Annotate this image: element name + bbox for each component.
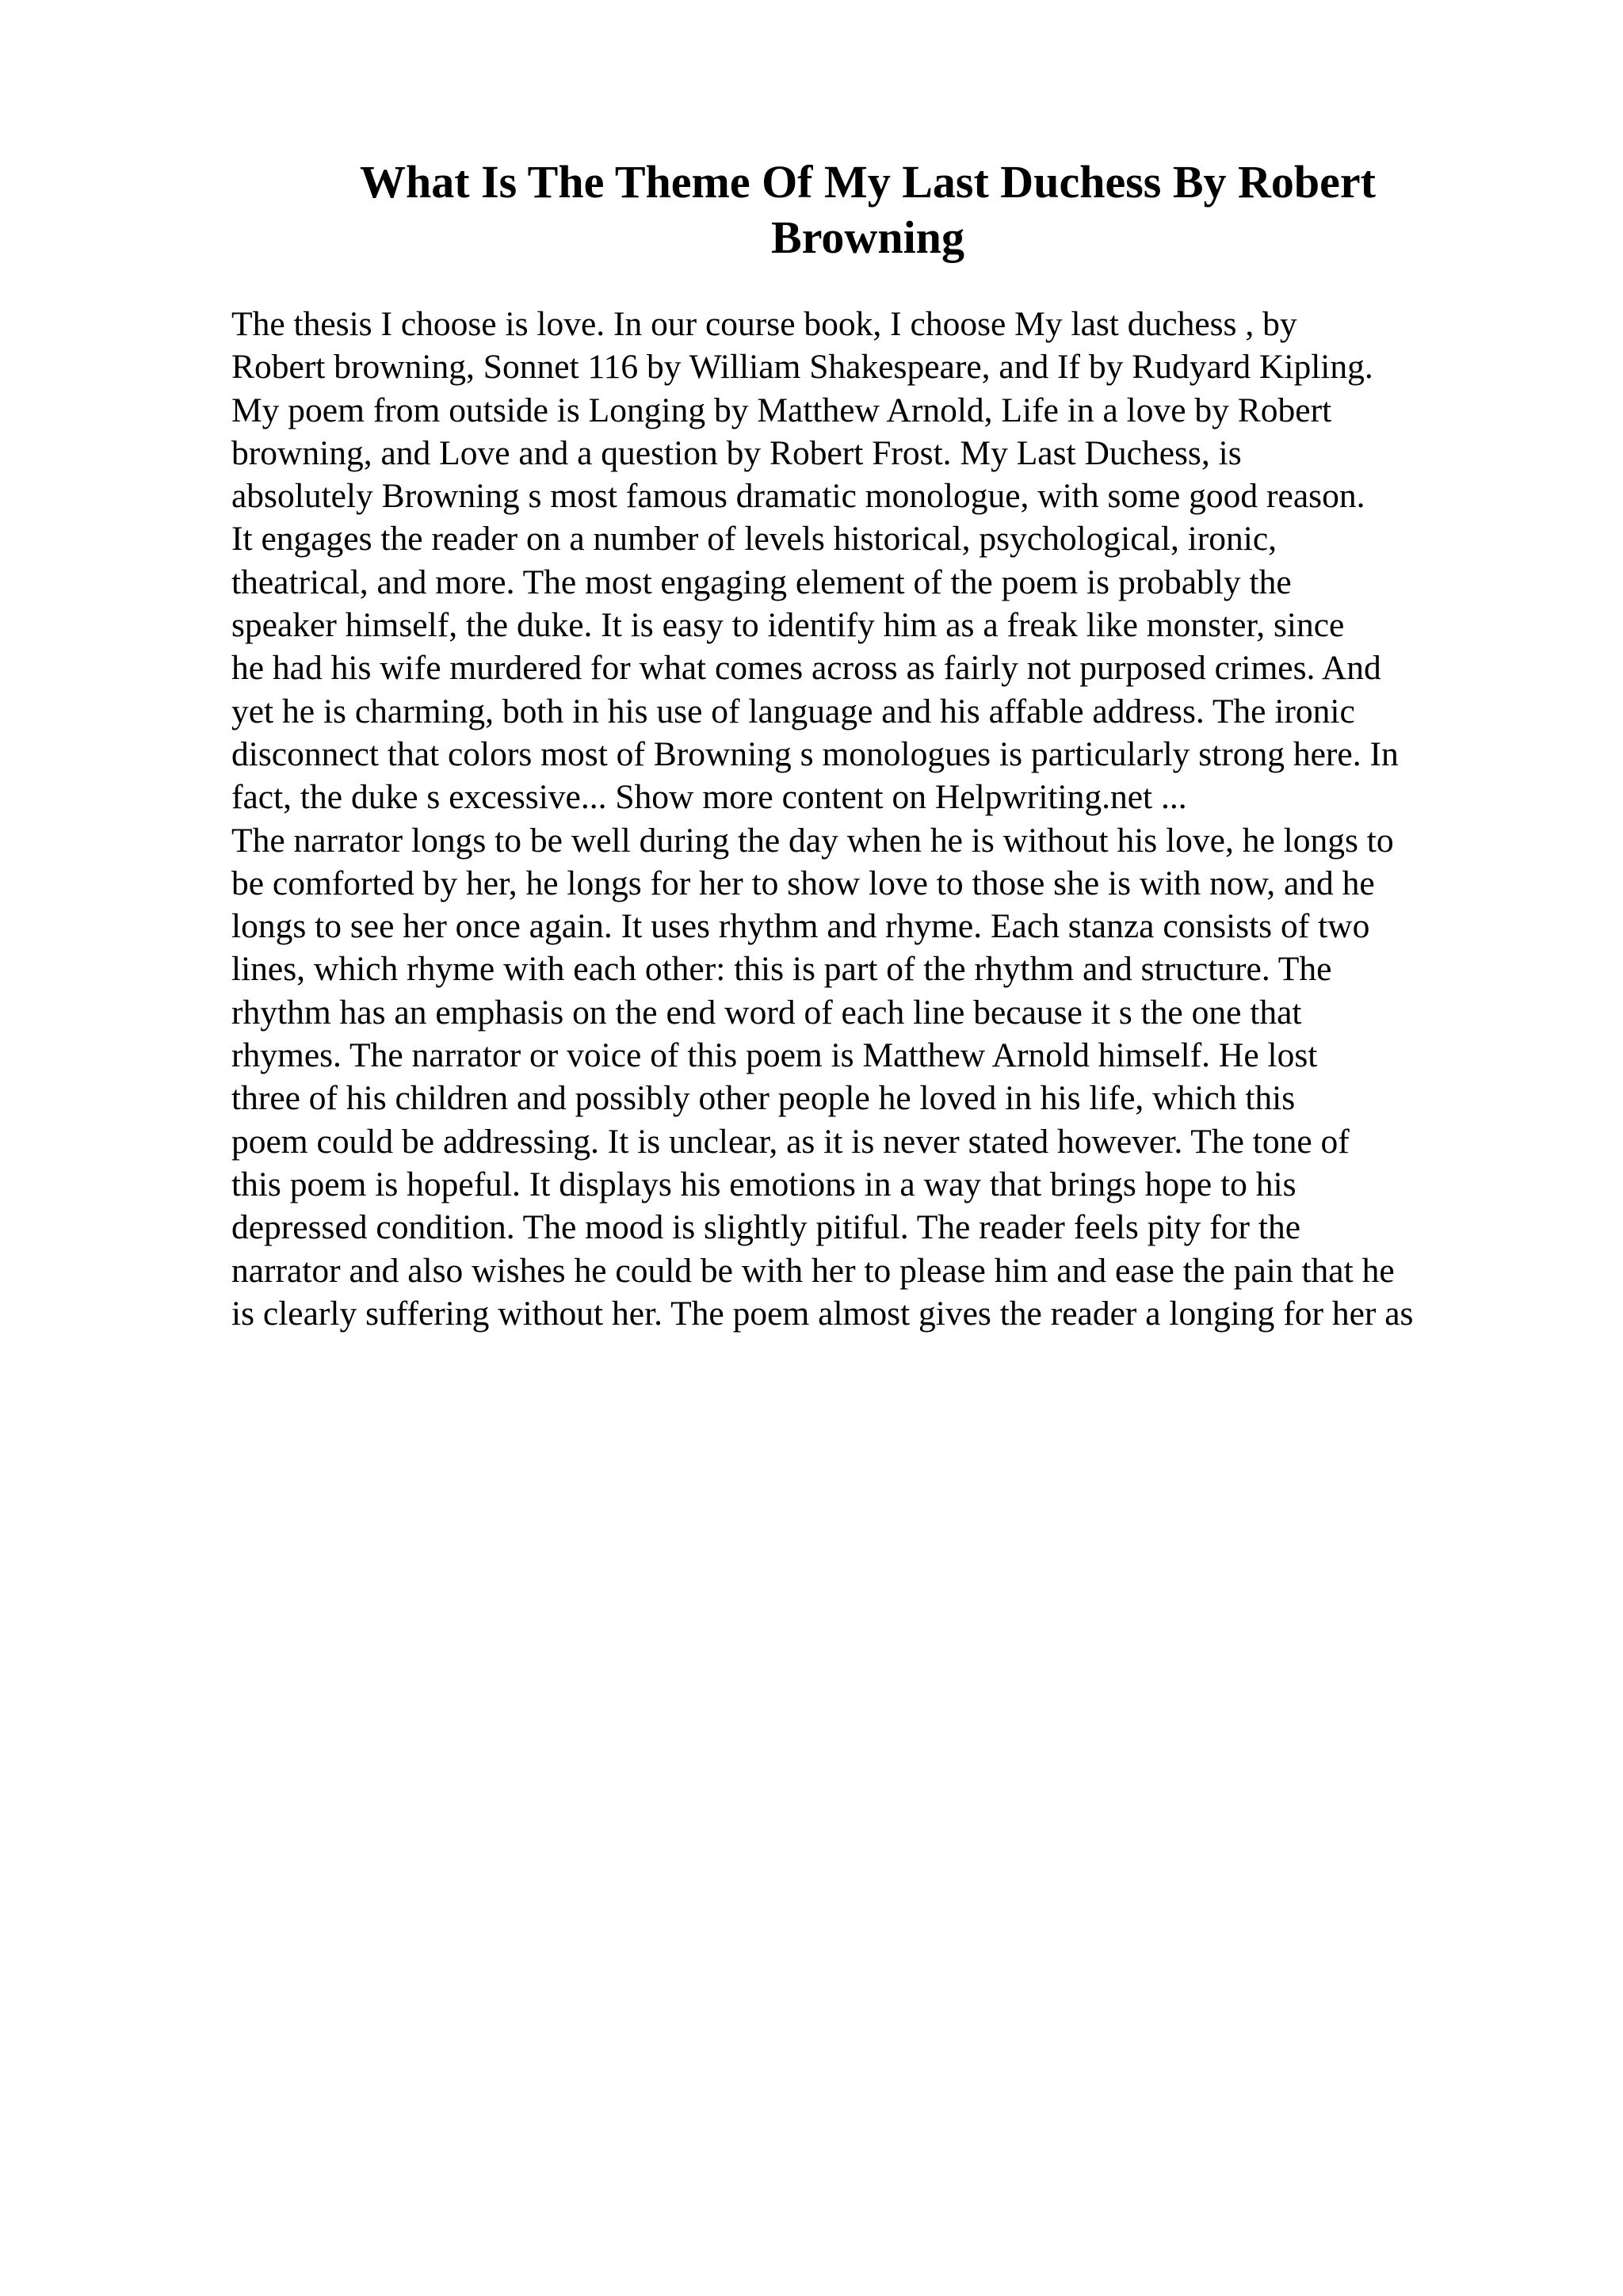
- document-title: [285, 154, 1450, 265]
- body-line: poem could be addressing. It is unclear, as it is never stated however. The tone of: [231, 1122, 1350, 1161]
- body-line: narrator and also wishes he could be with her to please him and ease the pain that he: [231, 1251, 1395, 1290]
- body-line: theatrical, and more. The most engaging element of the poem is probably the: [231, 563, 1292, 601]
- title-line: Browning: [771, 212, 964, 263]
- body-line: lines, which rhyme with each other: this is part of the rhythm and structure. The: [231, 950, 1332, 989]
- body-line: he had his wife murdered for what comes across as fairly not purposed crimes. And: [231, 649, 1381, 688]
- body-line: browning, and Love and a question by Robert Frost. My Last Duchess, is: [231, 433, 1242, 472]
- body-line: disconnect that colors most of Browning s monologues is particularly strong here. In: [231, 734, 1399, 773]
- body-line: absolutely Browning s most famous dramatic monologue, with some good reason.: [231, 477, 1365, 516]
- document-body: [231, 303, 1515, 1335]
- body-line: fact, the duke s excessive... Show more content on Helpwriting.net ...: [231, 778, 1187, 817]
- body-line: yet he is charming, both in his use of language and his affable address. The ironic: [231, 692, 1355, 730]
- body-line: this poem is hopeful. It displays his emotions in a way that brings hope to his: [231, 1165, 1296, 1203]
- body-line: is clearly suffering without her. The poem almost gives the reader a longing for her as: [231, 1294, 1414, 1333]
- body-line: be comforted by her, he longs for her to show love to those she is with now, and he: [231, 864, 1375, 902]
- title-line: What Is The Theme Of My Last Duchess By Robert: [360, 156, 1376, 208]
- body-line: It engages the reader on a number of levels historical, psychological, ironic,: [231, 520, 1277, 559]
- body-line: My poem from outside is Longing by Matthew Arnold, Life in a love by Robert: [231, 391, 1332, 429]
- body-line: The narrator longs to be well during the day when he is without his love, he longs to: [231, 821, 1394, 860]
- body-line: three of his children and possibly other people he loved in his life, which this: [231, 1079, 1296, 1118]
- body-line: rhymes. The narrator or voice of this poem is Matthew Arnold himself. He lost: [231, 1036, 1318, 1075]
- body-line: The thesis I choose is love. In our course book, I choose My last duchess , by: [231, 305, 1297, 343]
- body-line: depressed condition. The mood is slightly pitiful. The reader feels pity for the: [231, 1208, 1301, 1247]
- body-line: Robert browning, Sonnet 116 by William Shakespeare, and If by Rudyard Kipling.: [231, 348, 1373, 387]
- body-line: longs to see her once again. It uses rhythm and rhyme. Each stanza consists of two: [231, 907, 1370, 946]
- body-line: rhythm has an emphasis on the end word of each line because it s the one that: [231, 993, 1302, 1032]
- body-line: speaker himself, the duke. It is easy to identify him as a freak like monster, since: [231, 606, 1345, 645]
